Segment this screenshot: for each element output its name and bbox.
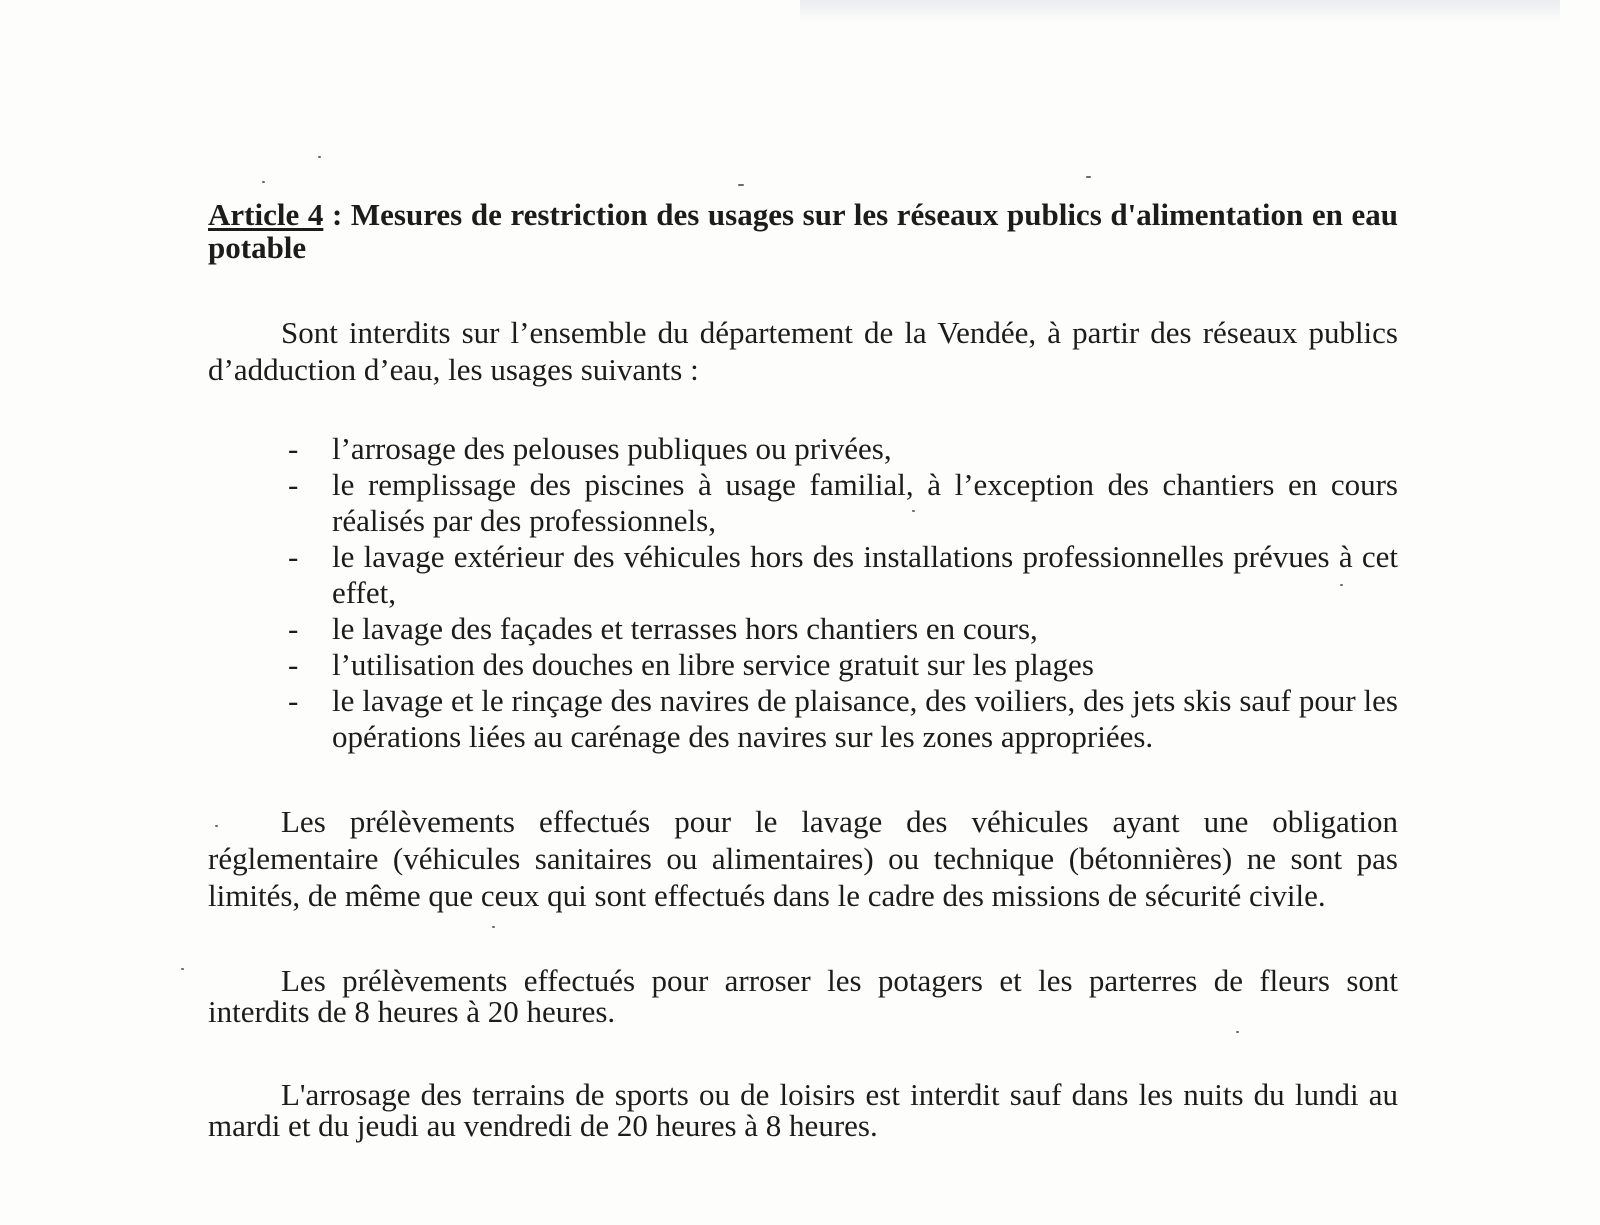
list-item-text: le lavage et le rinçage des navires de plaisance, des voiliers, des jets skis sauf pour les opérations liées au carénage des navires sur les zones appropriées. — [332, 683, 1398, 754]
list-item-text: l’utilisation des douches en libre service gratuit sur les plages — [332, 647, 1094, 682]
article-heading — [208, 198, 1398, 264]
prohibited-uses-list — [208, 431, 1398, 755]
list-dash: - — [288, 539, 299, 574]
list-item-text: le lavage extérieur des véhicules hors des installations professionnelles prévues à cet effet, — [332, 539, 1398, 610]
list-item-text: l’arrosage des pelouses publiques ou privées, — [332, 431, 892, 466]
vehicle-withdrawals-paragraph: Les prélèvements effectués pour le lavage des véhicules ayant une obligation réglementaire (véhicules sanitaires ou alimentaires) ou technique (bétonnières) ne sont pas limités, de même que ceux qui sont effectués dans le cadre des missions de sécurité civile. — [208, 804, 1398, 913]
list-item — [208, 611, 1398, 647]
list-dash: - — [288, 467, 299, 502]
scan-speck — [738, 184, 744, 186]
list-item — [208, 431, 1398, 467]
document-page — [208, 198, 1398, 1141]
list-item — [208, 683, 1398, 755]
scan-speck — [262, 181, 265, 183]
scan-speck — [1086, 176, 1091, 178]
list-item-text: le remplissage des piscines à usage familial, à l’exception des chantiers en cours réalisés par des professionnels, — [332, 467, 1398, 538]
list-item — [208, 647, 1398, 683]
article-title: : Mesures de restriction des usages sur les réseaux publics d'alimentation en eau potable — [208, 197, 1398, 265]
list-item-text: le lavage des façades et terrasses hors chantiers en cours, — [332, 611, 1038, 646]
list-item — [208, 467, 1398, 539]
list-item — [208, 539, 1398, 611]
list-dash: - — [288, 611, 299, 646]
garden-withdrawals-paragraph: Les prélèvements effectués pour arroser les potagers et les parterres de fleurs sont interdits de 8 heures à 20 heures. — [208, 963, 1398, 1029]
intro-paragraph: Sont interdits sur l’ensemble du département de la Vendée, à partir des réseaux publics d’adduction d’eau, les usages suivants : — [208, 315, 1398, 387]
scan-edge-shadow — [800, 0, 1560, 22]
scan-speck — [318, 156, 321, 158]
list-dash: - — [288, 647, 299, 682]
scan-speck — [181, 968, 184, 970]
list-dash: - — [288, 431, 299, 466]
sports-grounds-paragraph: L'arrosage des terrains de sports ou de loisirs est interdit sauf dans les nuits du lundi au mardi et du jeudi au vendredi de 20 heures à 8 heures. — [208, 1077, 1398, 1143]
article-label: Article 4 — [208, 197, 324, 232]
list-dash: - — [288, 683, 299, 718]
